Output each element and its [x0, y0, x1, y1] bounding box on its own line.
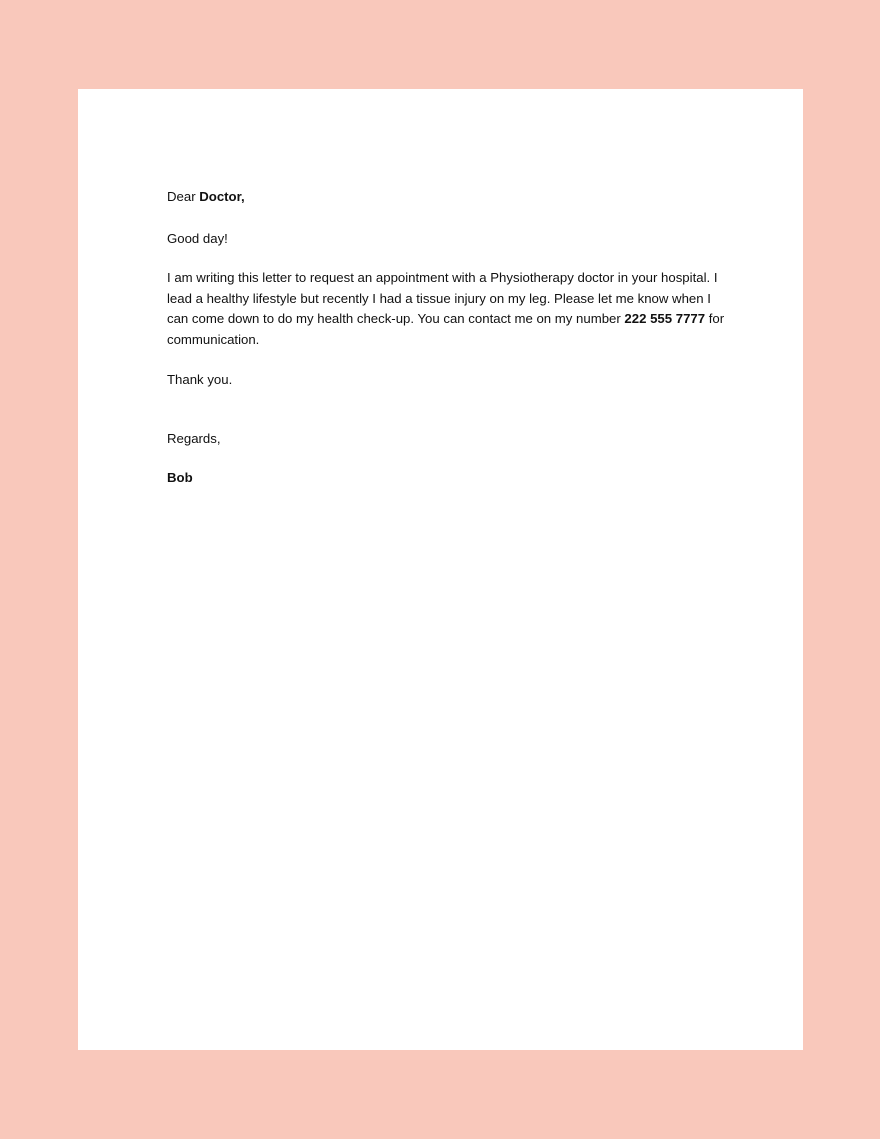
contact-phone-number: 222 555 7777 — [624, 311, 706, 326]
request-text: I am writing this letter to request an appointment with a Physiotherapy doctor in your hospital. I lead a healthy lifestyle but recently I had a tissue injury on my leg. Please let me know when I can come down to do my health check-up. You can contact me on my number — [167, 270, 718, 326]
salutation-line — [167, 187, 727, 208]
signature-name: Bob — [167, 470, 193, 485]
closing-line: Regards, — [167, 430, 221, 446]
request-paragraph — [167, 268, 727, 350]
letter-content — [167, 187, 727, 489]
thank-you-line: Thank you. — [167, 372, 233, 387]
greeting-line: Good day! — [167, 230, 228, 246]
letter-page — [78, 89, 803, 1050]
request-text-ending: for communication. — [167, 311, 725, 347]
salutation-prefix: Dear — [167, 189, 200, 204]
recipient-name: Doctor, — [199, 189, 245, 204]
